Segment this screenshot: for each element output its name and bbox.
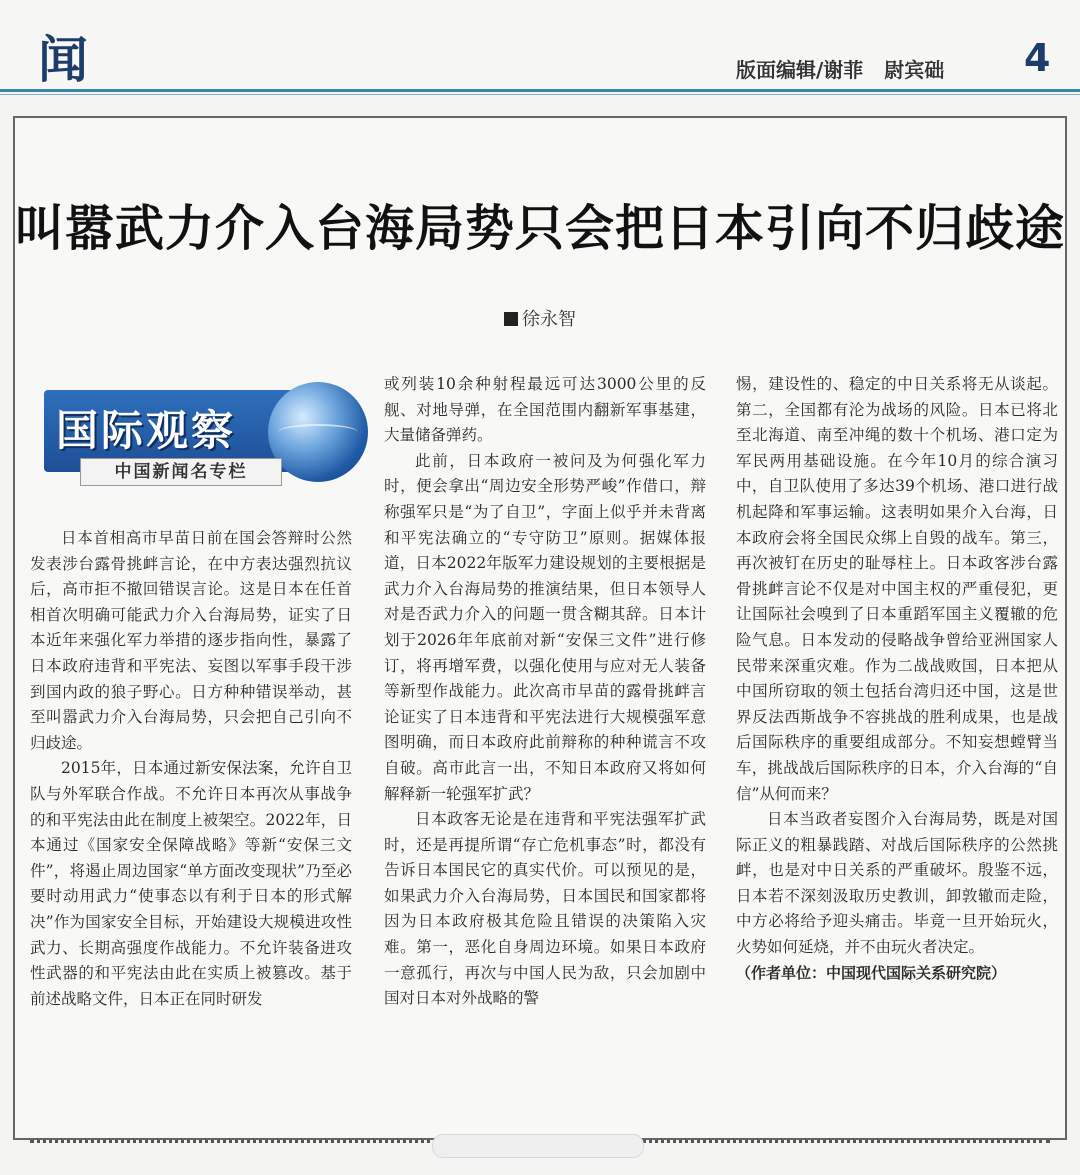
page-header [0, 0, 1080, 92]
article-column-2 [384, 372, 706, 1012]
paragraph: 此前，日本政府一被问及为何强化军力时，便会拿出“周边安全形势严峻”作借口，辩称强军只是“为了自卫”，字面上似乎并未背离和平宪法确立的“专守防卫”原则。据媒体报道，日本2022年版军力建设规划的主要根据是武力介入台海局势的推演结果，但日本领导人对是否武力介入的问题一贯含糊其辞。日本计划于2026年年底前对新“安保三文件”进行修订，将再增军费，以强化使用与应对无人装备等新型作战能力。此次高市早苗的露骨挑衅言论证实了日本违背和平宪法进行大规模强军意图明确，而日本政府此前辩称的种种谎言不攻自破。高市此言一出，不知日本政府又将如何解释新一轮强军扩武？ [384, 451, 706, 803]
column-subtitle: 中国新闻名专栏 [80, 458, 282, 486]
paragraph-continued: 或列装10余种射程最远可达3000公里的反舰、对地导弹，在全国范围内翻新军事基建，大量储备弹药。 [384, 375, 706, 445]
paragraph: 日本当政者妄图介入台海局势，既是对国际正义的粗暴践踏、对战后国际秩序的公然挑衅，也是对中日关系的严重破坏。殷鉴不远，日本若不深刻汲取历史教训，卸敦辙而走险，中方必将给予迎头痛击。毕竟一旦开始玩火，火势如何延烧，并不由玩火者决定。 [736, 810, 1058, 957]
article-headline: 叫嚣武力介入台海局势只会把日本引向不归歧途 [14, 200, 1065, 257]
column-banner [40, 380, 345, 498]
header-rule-thin [0, 94, 1080, 95]
paragraph: 2015年，日本通过新安保法案，允许自卫队与外军联合作战。不允许日本再次从事战争的和平宪法由此在制度上被架空。2022年，日本通过《国家安全保障战略》等新“安保三文件”，将遏止周边国家“单方面改变现状”乃至必要时动用武力“使事态以有利于日本的形式解决”作为国家安全目标，开始建设大规模进攻性武力、长期高强度作战能力。不允许装备进攻性武器的和平宪法由此在实质上被篡改。基于前述战略文件，日本正在同时研发 [30, 759, 352, 1008]
article-column-3 [736, 372, 1058, 986]
author-affiliation: （作者单位：中国现代国际关系研究院） [736, 963, 1007, 982]
page-number: 4 [1024, 36, 1051, 80]
column-title: 国际观察 [56, 406, 237, 455]
paragraph: 日本首相高市早苗日前在国会答辩时公然发表涉台露骨挑衅言论，在中方表达强烈抗议后，高市拒不撤回错误言论。这是日本在任首相首次明确可能武力介入台海局势，证实了日本近年来强化军力举措的逐步指向性，暴露了日本政府违背和平宪法、妄图以军事手段干涉到国内政的狼子野心。日方种种错误举动，甚至叫嚣武力介入台海局势，只会把自己引向不归歧途。 [30, 529, 352, 752]
paragraph-continued: 惕，建设性的、稳定的中日关系将无从谈起。第二，全国都有沦为战场的风险。日本已将北至北海道、南至冲绳的数十个机场、港口定为军民两用基础设施。在今年10月的综合演习中，自卫队使用了多达39个机场、港口进行战机起降和军事运输。这表明如果介入台海，日本政府会将全国民众绑上自毁的战车。第三，再次被钉在历史的耻辱柱上。日本政客涉台露骨挑衅言论不仅是对中国主权的严重侵犯，更让国际社会嗅到了日本重蹈军国主义覆辙的危险气息。日本发动的侵略战争曾给亚洲国家人民带来深重灾难。作为二战战败国，日本把从中国所窃取的领土包括台湾归还中国，这是世界反法西斯战争不容挑战的胜利成果，也是战后国际秩序的重要组成部分。不知妄想螳臂当车，挑战战后国际秩序的日本，介入台海的“自信”从何而来？ [736, 375, 1058, 803]
header-rule [0, 89, 1080, 92]
byline-square-icon [504, 312, 518, 326]
globe-icon [268, 382, 368, 482]
paragraph: 日本政客无论是在违背和平宪法强军扩武时，还是再提所谓“存亡危机事态”时，都没有告诉日本国民它的真实代价。可以预见的是，如果武力介入台海局势，日本国民和国家都将因为日本政府极其危险且错误的决策陷入灾难。第一，恶化自身周边环境。如果日本政府一意孤行，再次与中国人民为敌，只会加剧中国对日本对外战略的警 [384, 810, 706, 1008]
article-column-1 [30, 526, 352, 1012]
editor-credits: 版面编辑/谢菲 尉宾础 [736, 58, 945, 82]
author-name: 徐永智 [522, 309, 576, 330]
section-title: 闻 [38, 31, 90, 89]
watermark [432, 1134, 644, 1158]
article-byline [0, 305, 1080, 331]
